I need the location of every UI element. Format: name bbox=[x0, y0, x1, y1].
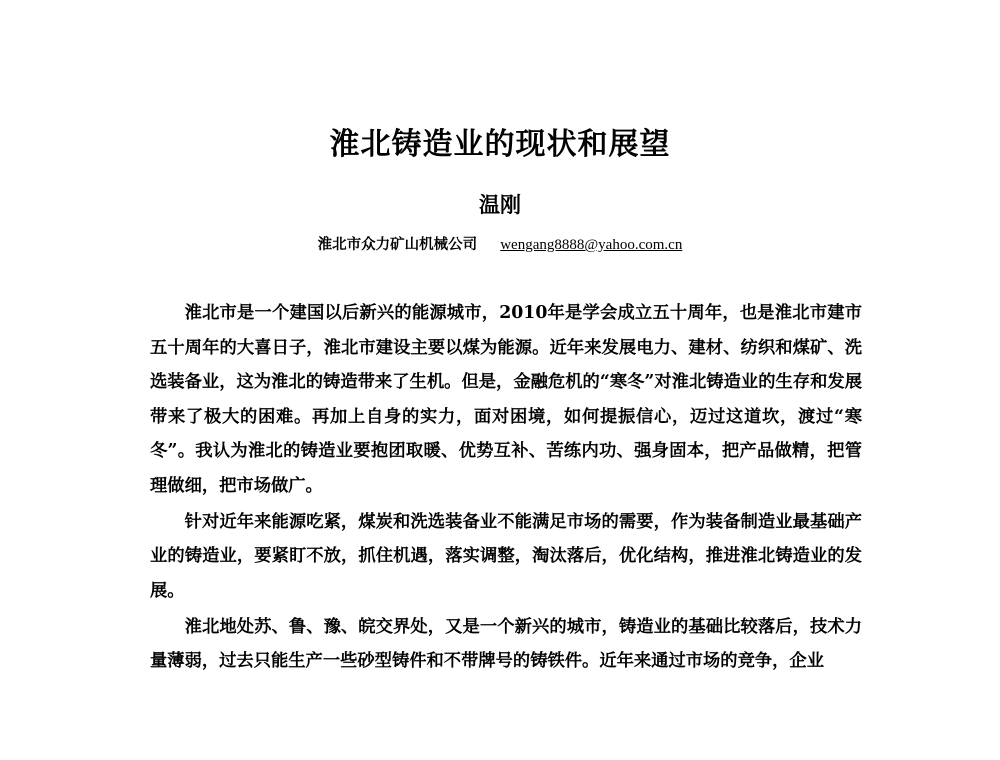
email-link[interactable]: wengang8888@yahoo.com.cn bbox=[500, 237, 683, 253]
paragraph-3: 淮北地处苏、鲁、豫、皖交界处，又是一个新兴的城市，铸造业的基础比较落后，技术力量薄弱，过去只能生产一些砂型铸件和不带牌号的铸铁件。近年来通过市场的竞争，企业 bbox=[150, 616, 862, 671]
body-text bbox=[150, 296, 862, 680]
document-title: 淮北铸造业的现状和展望 bbox=[329, 127, 671, 162]
author-affiliation bbox=[0, 234, 1000, 256]
author-name: 温刚 bbox=[479, 192, 521, 217]
paragraph-1: 淮北市是一个建国以后新兴的能源城市，2010年是学会成立五十周年，也是淮北市建市五十周年的大喜日子，淮北市建设主要以煤为能源。近年来发展电力、建材、纺织和煤矿、洗选装备业，这为淮北的铸造带来了生机。但是，金融危机的“寒冬”对淮北铸造业的生存和发展带来了极大的困难。再加上自身的实力，面对困境，如何提振信心，迈过这道坎，渡过“寒冬”。我认为淮北的铸造业要抱团取暖、优势互补、苦练内功、强身固本，把产品做精，把管理做细，把市场做广。 bbox=[150, 303, 862, 496]
paragraph-2: 针对近年来能源吃紧，煤炭和洗选装备业不能满足市场的需要，作为装备制造业最基础产业的铸造业，要紧盯不放，抓住机遇，落实调整，淘汰落后，优化结构，推进淮北铸造业的发展。 bbox=[150, 511, 862, 601]
organization-name: 淮北市众力矿山机械公司 bbox=[317, 236, 478, 253]
